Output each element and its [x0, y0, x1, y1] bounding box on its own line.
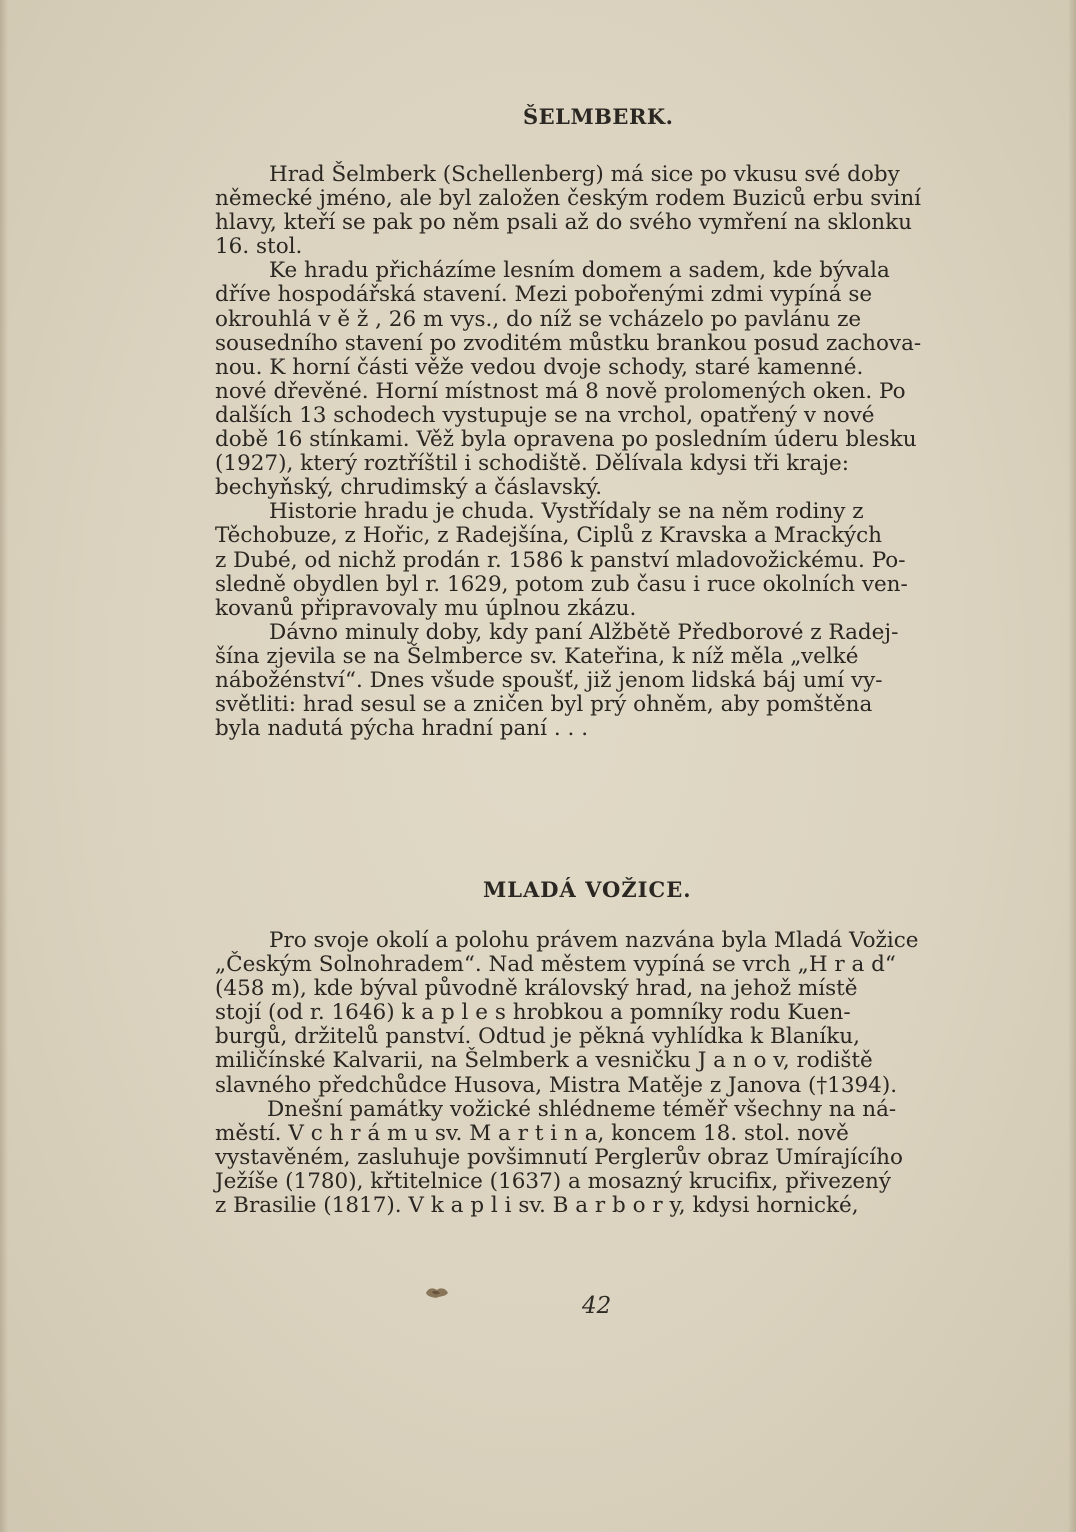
- text-line: okrouhlá v ě ž , 26 m vys., do níž se vcházelo po pavlánu ze: [215, 306, 862, 332]
- text-line: šína zjevila se na Šelmberce sv. Kateřina, k níž měla „velké: [215, 643, 859, 669]
- text-line: sousedního stavení po zvoditém můstku brankou posud zachova-: [215, 330, 922, 356]
- text-line: miličínské Kalvarii, na Šelmberk a vesničku J a n o v, rodiště: [215, 1048, 873, 1074]
- text-line: sledně obydlen byl r. 1629, potom zub času i ruce okolních ven-: [215, 571, 908, 597]
- text-line: nábožénství“. Dnes všude spoušť, již jenom lidská báj umí vy-: [215, 667, 883, 693]
- text-line: byla nadutá pýcha hradní paní . . .: [215, 716, 589, 742]
- section-heading-mlada-vozice: MLADÁ VOŽICE.: [483, 877, 692, 902]
- text-line: německé jméno, ale byl založen českým rodem Buziců erbu sviní: [215, 186, 922, 212]
- section-body-selmberk: [215, 163, 990, 741]
- text-line: době 16 stínkami. Věž byla opravena po posledním úderu blesku: [215, 427, 917, 453]
- scan-edge-right: [1068, 0, 1076, 1532]
- text-line: kovanů připravovaly mu úplnou zkázu.: [215, 595, 637, 621]
- section-body-mlada-vozice: [215, 929, 990, 1218]
- text-line: burgů, držitelů panství. Odtud je pěkná vyhlídka k Blaníku,: [215, 1024, 860, 1050]
- text-line: z Brasilie (1817). V k a p l i sv. B a r b o r y, kdysi hornické,: [215, 1193, 859, 1219]
- text-line: Ke hradu přicházíme lesním domem a sadem, kde bývala: [269, 258, 890, 284]
- text-line: (1927), který roztříštil i schodiště. Dělívala kdysi tři kraje:: [215, 451, 849, 477]
- text-line: nové dřevěné. Horní místnost má 8 nově prolomených oken. Po: [215, 378, 906, 404]
- text-line: Ježíše (1780), křtitelnice (1637) a mosazný krucifix, přivezený: [215, 1168, 892, 1194]
- text-line: Historie hradu je chuda. Vystřídaly se na něm rodiny z: [269, 499, 864, 525]
- text-line: světliti: hrad sesul se a zničen byl prý ohněm, aby pomštěna: [215, 692, 873, 718]
- text-line: městí. V c h r á m u sv. M a r t i n a, koncem 18. stol. nově: [215, 1120, 849, 1146]
- text-line: Těchobuze, z Hořic, z Radejšína, Ciplů z Kravska a Mrackých: [215, 523, 883, 549]
- text-line: nou. K horní části věže vedou dvoje schody, staré kamenné.: [215, 354, 864, 380]
- text-line: Dávno minuly doby, kdy paní Alžbětě Předborové z Radej-: [269, 619, 899, 645]
- section-heading-selmberk: ŠELMBERK.: [523, 104, 674, 129]
- text-line: (458 m), kde býval původně královský hrad, na jehož místě: [215, 976, 858, 1002]
- text-line: dříve hospodářská stavení. Mezi pobořenými zdmi vypíná se: [215, 282, 873, 308]
- scan-edge-left: [0, 0, 8, 1532]
- text-line: Pro svoje okolí a polohu právem nazvána byla Mladá Vožice: [269, 928, 919, 953]
- text-line: slavného předchůdce Husova, Mistra Matěje z Janova (†1394).: [215, 1072, 898, 1098]
- text-line: hlavy, kteří se pak po něm psali až do svého vymření na sklonku: [215, 210, 912, 236]
- text-line: Hrad Šelmberk (Schellenberg) má sice po vkusu své doby: [269, 162, 900, 187]
- page-number: 42: [582, 1293, 612, 1319]
- text-line: 16. stol.: [215, 234, 303, 260]
- text-line: vystavěném, zasluhuje povšimnutí Perglerův obraz Umírajícího: [215, 1144, 903, 1170]
- text-line: „Českým Solnohradem“. Nad městem vypíná se vrch „H r a d“: [215, 952, 896, 978]
- text-line: dalších 13 schodech vystupuje se na vrchol, opatřený v nové: [215, 402, 875, 428]
- text-line: z Dubé, od nichž prodán r. 1586 k panství mladovožickému. Po-: [215, 547, 906, 573]
- text-line: bechyňský, chrudimský a čáslavský.: [215, 475, 603, 501]
- paper-stain: [424, 1284, 450, 1300]
- text-line: Dnešní památky vožické shlédneme téměř všechny na ná-: [267, 1096, 897, 1122]
- text-line: stojí (od r. 1646) k a p l e s hrobkou a pomníky rodu Kuen-: [215, 1000, 851, 1026]
